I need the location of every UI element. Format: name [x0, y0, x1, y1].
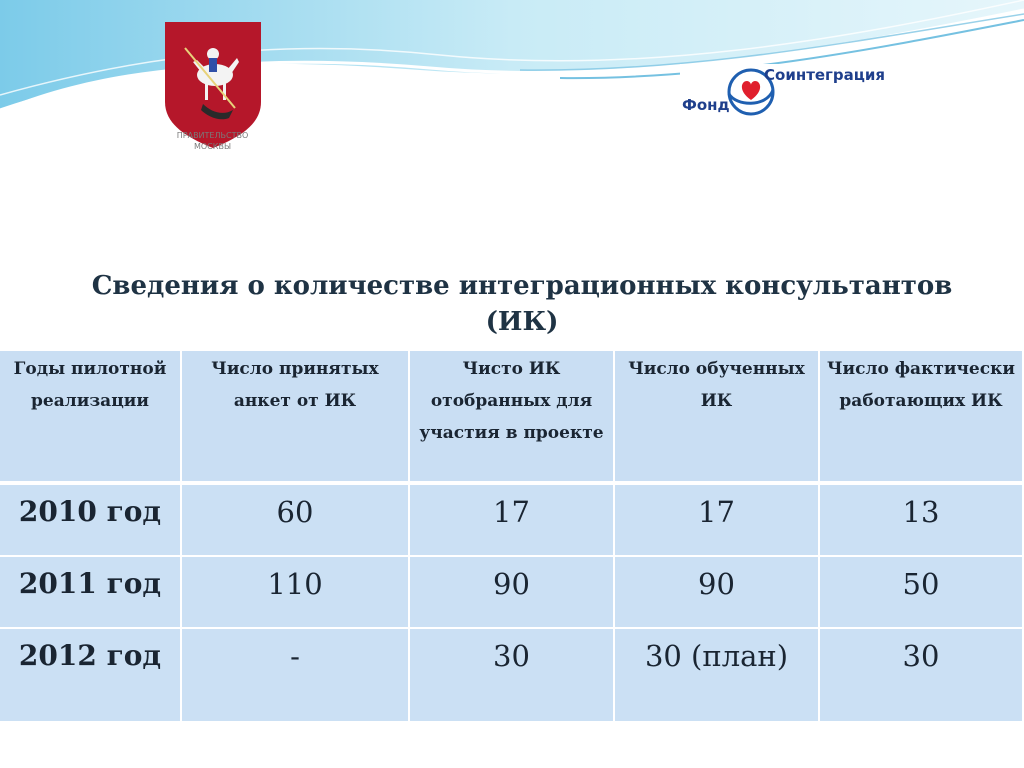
gov-caption-line1: ПРАВИТЕЛЬСТВО — [176, 131, 249, 140]
fund-name-top: Соинтеграция — [764, 66, 886, 84]
row-year: 2011 год — [0, 557, 182, 629]
cell-working: 13 — [820, 485, 1024, 557]
cell-working: 30 — [820, 629, 1024, 723]
fund-logo — [680, 64, 886, 120]
header-working: Число фактически работающих ИК — [820, 351, 1024, 485]
header-received-forms: Число принятых анкет от ИК — [182, 351, 410, 485]
table-header-row — [0, 351, 1024, 485]
gov-caption — [150, 130, 275, 152]
page-title-line2: (ИК) — [485, 307, 559, 337]
cell-selected: 17 — [410, 485, 615, 557]
consultants-table — [0, 351, 1024, 723]
cell-received: 110 — [182, 557, 410, 629]
fund-name-bottom: Фонд — [682, 96, 730, 114]
cell-received: 60 — [182, 485, 410, 557]
table-row — [0, 557, 1024, 629]
page-title — [60, 268, 984, 340]
gov-caption-line2: МОСКВЫ — [193, 142, 231, 151]
cell-trained: 30 (план) — [615, 629, 820, 723]
table-row — [0, 629, 1024, 723]
row-year: 2010 год — [0, 485, 182, 557]
header-trained: Число обученных ИК — [615, 351, 820, 485]
cell-trained: 17 — [615, 485, 820, 557]
row-year: 2012 год — [0, 629, 182, 723]
page-title-line1: Сведения о количестве интеграционных консультантов — [91, 271, 953, 301]
cell-trained: 90 — [615, 557, 820, 629]
table-row — [0, 485, 1024, 557]
header-years: Годы пилотной реализации — [0, 351, 182, 485]
cell-working: 50 — [820, 557, 1024, 629]
cell-selected: 90 — [410, 557, 615, 629]
cell-selected: 30 — [410, 629, 615, 723]
cell-received: - — [182, 629, 410, 723]
header-selected: Чисто ИК отобранных для участия в проекте — [410, 351, 615, 485]
